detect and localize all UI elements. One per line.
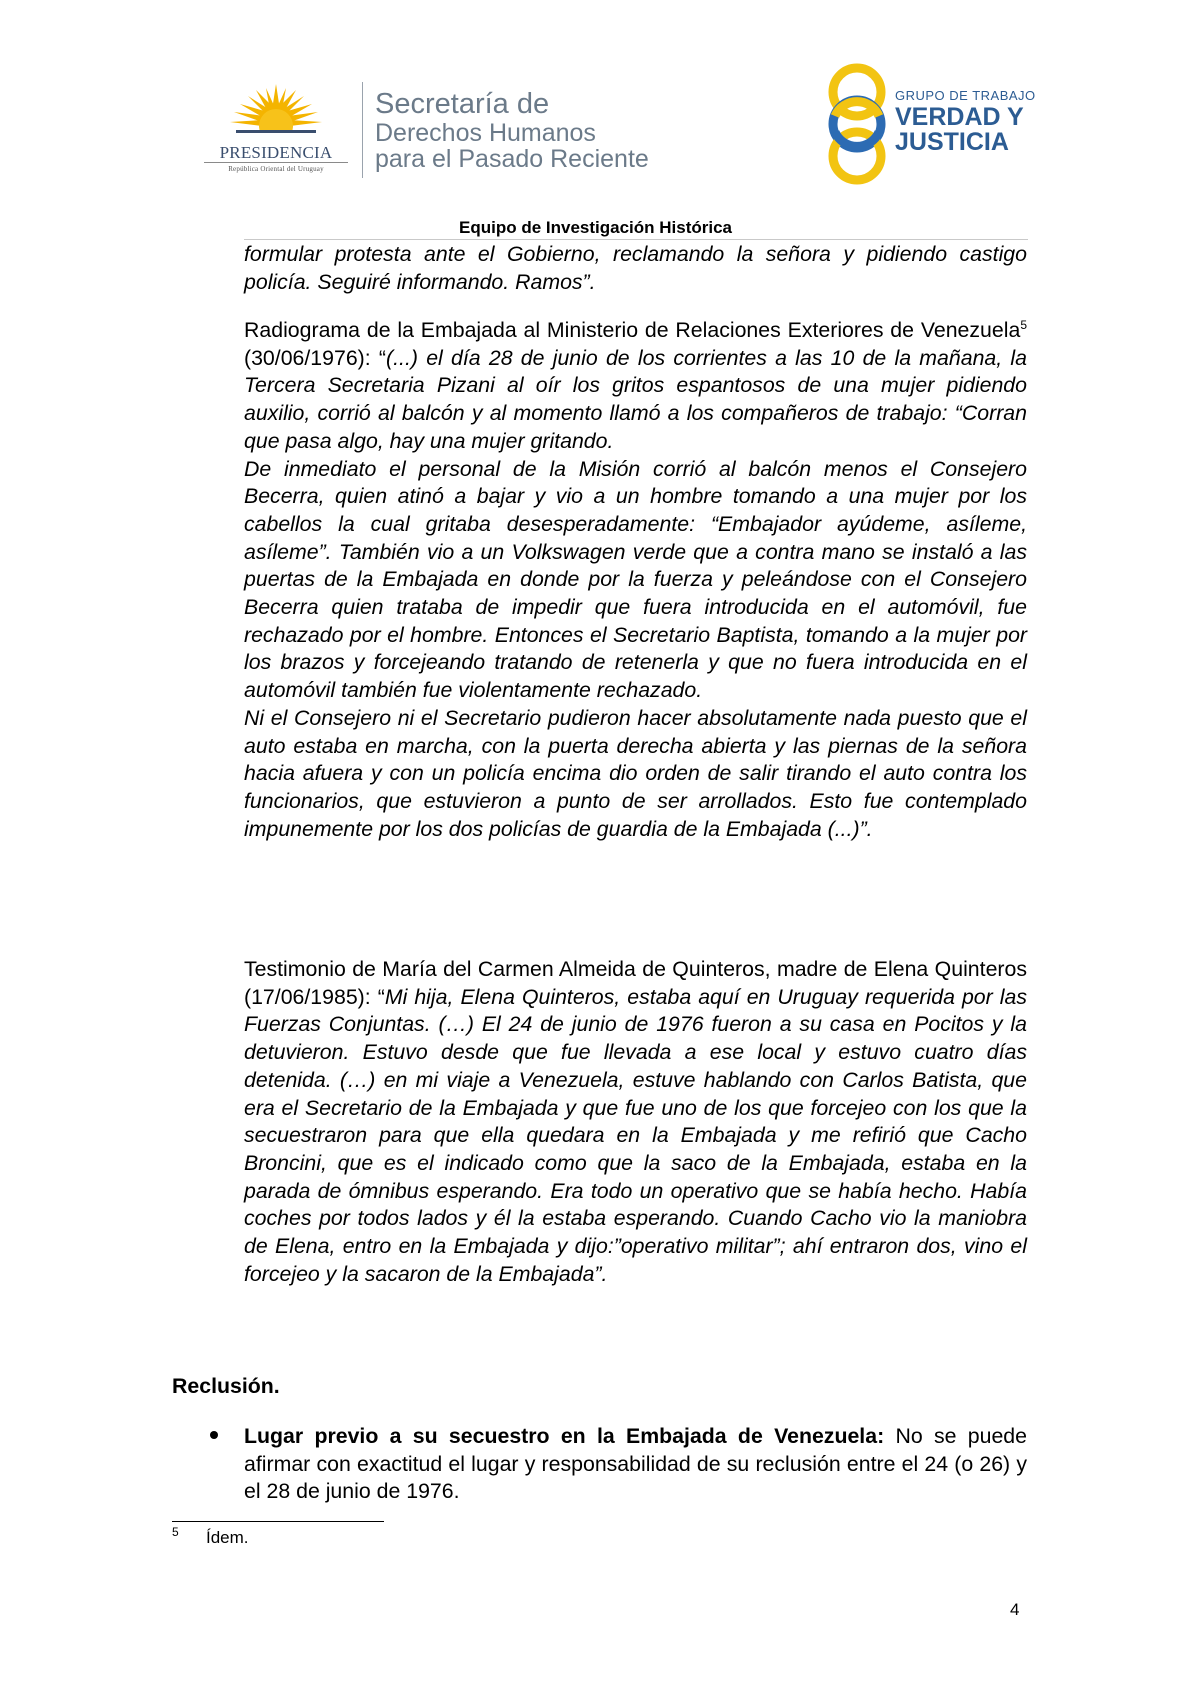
- presidencia-name: PRESIDENCIA: [219, 143, 333, 162]
- radiogram-date: (30/06/1976): “: [244, 345, 387, 370]
- sun-icon: [226, 80, 326, 146]
- secretaria-line-2: Derechos Humanos: [375, 119, 596, 147]
- secretaria-line-3: para el Pasado Reciente: [375, 145, 649, 173]
- presidencia-subtitle: República Oriental del Uruguay: [228, 165, 324, 173]
- paragraph-2-text: [244, 317, 1027, 456]
- gtvj-line-3: JUSTICIA: [895, 128, 1009, 156]
- radiogram-intro: Radiograma de la Embajada al Ministerio de Relaciones Exteriores de Venezuela: [244, 318, 1021, 342]
- testimony-intro: Testimonio de María del Carmen Almeida de Quinteros, madre de Elena Quinteros (17/06/1985): “: [244, 957, 1027, 1009]
- paragraph-5: [244, 956, 1027, 1288]
- paragraph-1: [244, 241, 1027, 296]
- linked-rings-icon: [825, 58, 895, 188]
- verdad-justicia-logo: [825, 58, 1045, 188]
- testimony-quote: Mi hija, Elena Quinteros, estaba aquí en Uruguay requerida por las Fuerzas Conjuntas. (…) El 24 de junio de 1976 fueron a su casa en Pocitos y la detuvieron. Estuvo desde que fue llevada a ese local y estuvo cuatro días detenida. (…) en mi viaje a Venezuela, estuve hablando con Carlos Batista, que era el Secretario de la Embajada y que fue uno de los que forcejeo con los que la secuestraron para que ella quedara en la Embajada y me refirió que Cacho Broncini, que es el indicado como que la saco de la Embajada, estaba en la parada de ómnibus esperando. Era todo un operativo que se había hecho. Había coches por todos lados y él la estaba esperando. Cuando Cacho vio la maniobra de Elena, entro en la Embajada y dijo:”operativo militar”; ahí entraron dos, vino el forcejeo y la sacaron de la Embajada”.: [244, 984, 1028, 1286]
- team-title: Equipo de Investigación Histórica: [459, 218, 732, 237]
- header-rule: [244, 239, 1028, 240]
- bullet-item-text: [244, 1423, 1027, 1506]
- footnote-ref: 5: [1020, 317, 1027, 332]
- paragraph-2: [244, 317, 1027, 843]
- page-number: 4: [1010, 1600, 1020, 1619]
- bullet-label: Lugar previo a su secuestro en la Embajada de Venezuela:: [244, 1424, 885, 1448]
- gtvj-line-1: GRUPO DE TRABAJO: [895, 88, 1036, 103]
- bullet-icon: [210, 1431, 218, 1439]
- footnote-rule: [172, 1521, 384, 1522]
- footnote-text: Ídem.: [206, 1528, 249, 1547]
- paragraph-4-text: Ni el Consejero ni el Secretario pudieron hacer absolutamente nada puesto que el auto estaba en marcha, con la puerta derecha abierta y las piernas de la señora hacia afuera y con un policía encima dio orden de salir tirando el auto contra los funcionarios, que estuvieron a punto de ser arrollados. Esto fue contemplado impunemente por los dos policías de guardia de la Embajada (...)”.: [244, 705, 1027, 841]
- bullet-item: [244, 1423, 1027, 1506]
- section-heading: Reclusión.: [172, 1374, 280, 1398]
- footnote-number: 5: [172, 1525, 179, 1539]
- paragraph-3-text: De inmediato el personal de la Misión corrió al balcón menos el Consejero Becerra, quien atinó a bajar y vio a un hombre tomando a una mujer por los cabellos la cual gritaba desesperadamente: “Embajador ayúdeme, asíleme, asíleme”. También vio a un Volkswagen verde que a contra mano se instaló a las puertas de la Embajada en donde por la fuerza y peleándose con el Consejero Becerra quien trataba de impedir que fuera introducida en el automóvil, fue rechazado por el hombre. Entonces el Secretario Baptista, tomando a la mujer por los brazos y forcejeando tratando de retenerla y que no fuera introducida en el automóvil también fue violentamente rechazado.: [244, 456, 1027, 703]
- paragraph-5-text: [244, 956, 1027, 1288]
- gtvj-line-2: VERDAD Y: [895, 103, 1024, 131]
- presidencia-logo: [196, 80, 356, 180]
- paragraph-1-text: formular protesta ante el Gobierno, reclamando la señora y pidiendo castigo policía. Seguiré informando. Ramos”.: [244, 242, 1027, 294]
- logo-divider: [362, 82, 363, 178]
- radiogram-quote: (...) el día 28 de junio de los corrientes a las 10 de la mañana, la Tercera Secretaria Pizani al oír los gritos espantosos de una mujer pidiendo auxilio, corrió al balcón y al momento llamó a los compañeros de trabajo: “Corran que pasa algo, hay una mujer gritando.: [244, 345, 1028, 453]
- secretaria-logo-text: [375, 88, 649, 172]
- secretaria-line-1: Secretaría de: [375, 88, 550, 120]
- bullet-body: No se puede afirmar con exactitud el lugar y responsabilidad de su reclusión entre el 24 (o 26) y el 28 de junio de 1976.: [244, 1424, 1027, 1503]
- presidencia-divider: [204, 162, 348, 163]
